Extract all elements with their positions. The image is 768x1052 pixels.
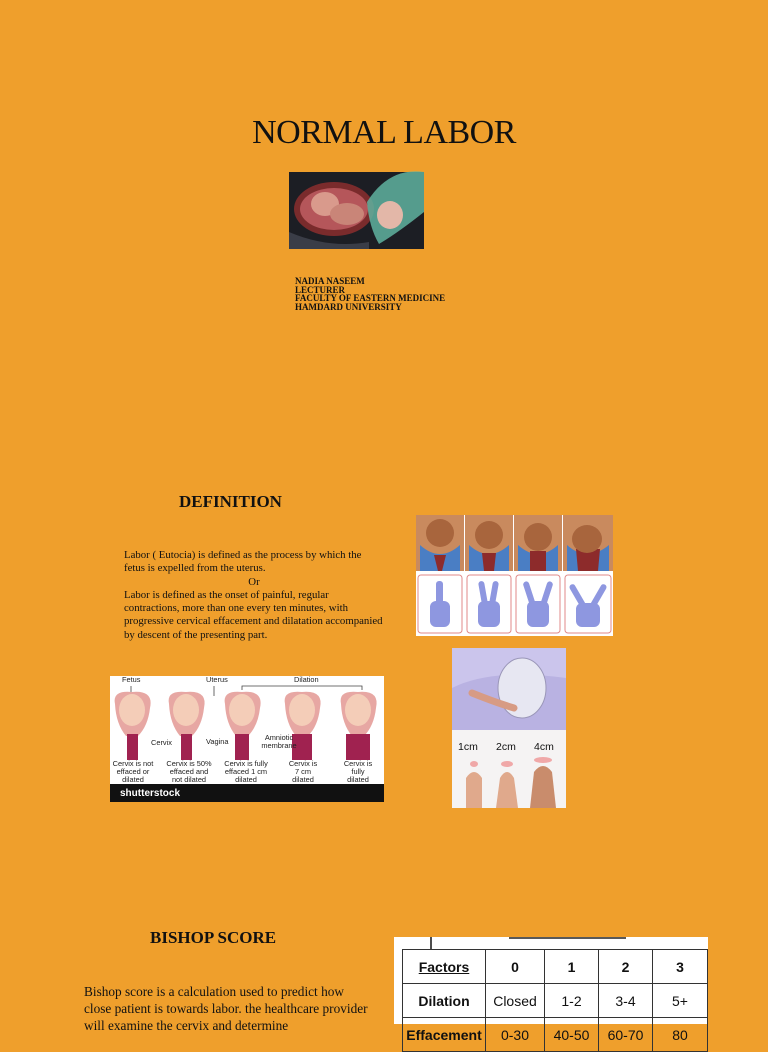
- table-row: [403, 984, 708, 1018]
- page-title: NORMAL LABOR: [252, 114, 516, 151]
- table-cell: Effacement: [403, 1018, 486, 1052]
- definition-paragraph-2: Labor is defined as the onset of painful, regular contractions, more than one every ten minutes, with progressive cervical effacement and dilatation accompanied by descent of the presenting part.: [124, 588, 383, 641]
- definition-or: Or: [248, 575, 260, 588]
- cervix-effacement-dilation-diagram: [110, 676, 384, 802]
- caption-stage-4: Cervix is 7 cm dilated: [288, 759, 318, 784]
- author-role: LECTURER: [295, 284, 346, 295]
- table-cell: 60-70: [599, 1018, 653, 1052]
- cervical-dilation-hands-image: [416, 515, 613, 636]
- table-cell: Dilation: [403, 984, 486, 1018]
- author-university: HAMDARD UNIVERSITY: [295, 301, 402, 312]
- fetus-in-uterus-image: [289, 172, 424, 249]
- table-header-row: [403, 950, 708, 984]
- watermark-bar: [110, 784, 384, 802]
- cervical-exam-image: [452, 648, 566, 808]
- bishop-table-grid: [402, 949, 708, 1052]
- table-cell: Closed: [486, 984, 545, 1018]
- definition-paragraph-1: Labor ( Eutocia) is defined as the process by which the fetus is expelled from the uterus.: [124, 549, 362, 575]
- author-faculty: FACULTY OF EASTERN MEDICINE: [295, 293, 446, 304]
- bishop-score-text: Bishop score is a calculation used to predict how close patient is towards labor. the healthcare provider will examine the cervix and determine: [84, 984, 368, 1033]
- label-uterus: Uterus: [206, 675, 228, 684]
- shutterstock-logo: shutterstock: [120, 788, 181, 799]
- bishop-score-table: [394, 937, 708, 1043]
- table-cell: 0-30: [486, 1018, 545, 1052]
- table-cell: 3-4: [599, 984, 653, 1018]
- table-cell: 5+: [653, 984, 708, 1018]
- caption-stage-1: Cervix is not effaced or dilated: [112, 759, 154, 784]
- table-cell: 40-50: [545, 1018, 599, 1052]
- caption-stage-5: Cervix is fully dilated: [343, 759, 373, 784]
- header-cell: 2: [599, 950, 653, 984]
- definition-text: [124, 549, 384, 642]
- label-fetus: Fetus: [122, 675, 141, 684]
- measure-4cm: 4cm: [534, 741, 554, 753]
- label-cervix: Cervix: [151, 738, 172, 747]
- measure-2cm: 2cm: [496, 741, 516, 753]
- header-cell: Factors: [403, 950, 486, 984]
- author-name: NADIA NASEEM: [295, 276, 365, 286]
- table-row: [403, 1018, 708, 1052]
- label-dilation: Dilation: [294, 675, 319, 684]
- header-cell: 1: [545, 950, 599, 984]
- caption-stage-3: Cervix is fully effaced 1 cm dilated: [224, 759, 268, 784]
- label-vagina: Vagina: [206, 737, 229, 746]
- bishop-score-heading: BISHOP SCORE: [150, 928, 277, 947]
- header-cell: 3: [653, 950, 708, 984]
- table-cell: 1-2: [545, 984, 599, 1018]
- definition-heading: DEFINITION: [179, 492, 282, 511]
- caption-stage-2: Cervix is 50% effaced and not dilated: [166, 759, 212, 784]
- table-cell: 80: [653, 1018, 708, 1052]
- measure-1cm: 1cm: [458, 741, 478, 753]
- author-block: [295, 277, 445, 311]
- label-amniotic-membrane: Amniotic membrane: [261, 733, 297, 750]
- header-cell: 0: [486, 950, 545, 984]
